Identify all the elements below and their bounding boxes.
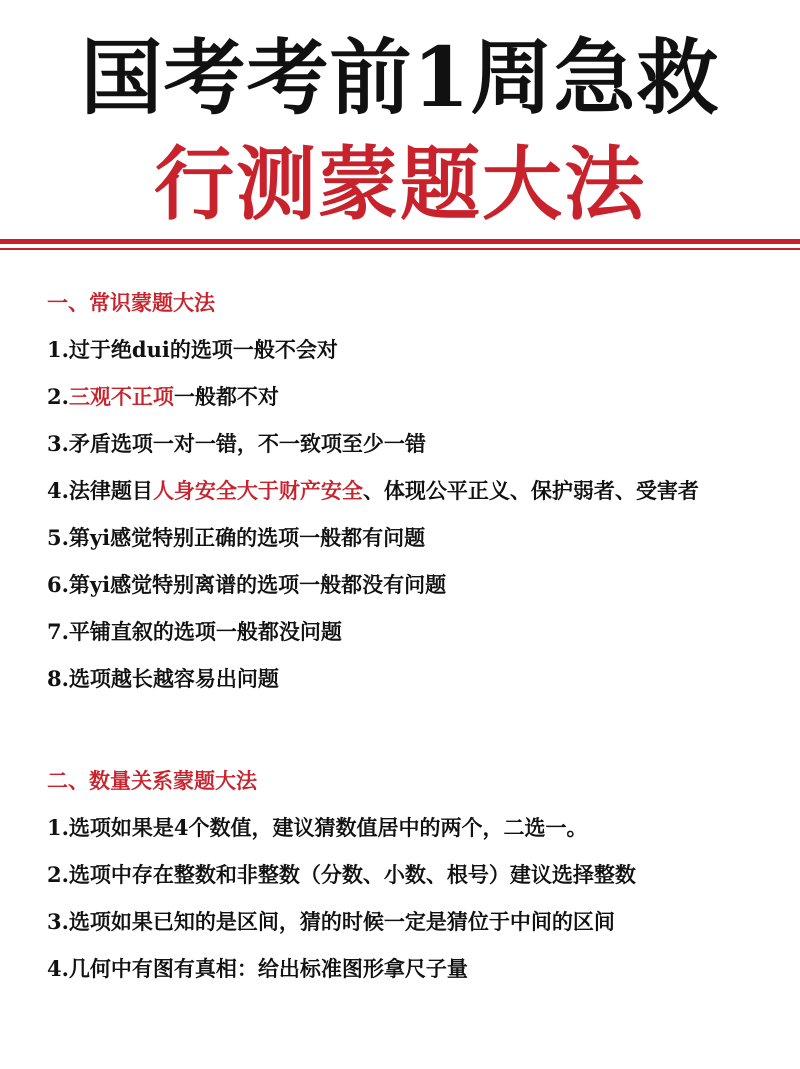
divider-thin xyxy=(0,248,800,250)
list-item-2-highlight: 三观不正项 xyxy=(68,384,174,409)
list-item-4-prefix: 4.法律题目 xyxy=(47,478,153,503)
section-spacer xyxy=(47,702,777,758)
subtitle: 行测蒙题大法 xyxy=(154,137,646,231)
list-item-2-number: 2. xyxy=(47,384,69,409)
list-item-q3: 3.选项如果已知的是区间，猜的时候一定是猜位于中间的区间 xyxy=(47,909,615,934)
divider-thick xyxy=(0,239,800,244)
list-item-2-rest: 一般都不对 xyxy=(173,384,279,409)
list-item-2 xyxy=(47,373,777,420)
list-item-4-rest: 、体现公平正义、保护弱者、受害者 xyxy=(362,478,699,503)
main-title: 国考考前1周急救 xyxy=(80,30,720,126)
list-item-5: 5.第yi感觉特别正确的选项一般都有问题 xyxy=(47,525,426,550)
list-item-8: 8.选项越长越容易出问题 xyxy=(47,666,279,691)
list-item-q1: 1.选项如果是4个数值，建议猜数值居中的两个，二选一。 xyxy=(47,815,588,840)
list-item-7: 7.平铺直叙的选项一般都没问题 xyxy=(47,619,342,644)
list-item-3: 3.矛盾选项一对一错，不一致项至少一错 xyxy=(47,431,426,456)
article-body xyxy=(47,280,777,992)
list-item-1: 1.过于绝dui的选项一般不会对 xyxy=(47,337,338,362)
list-item-4 xyxy=(47,467,777,514)
section-heading-common-sense: 一、常识蒙题大法 xyxy=(47,290,215,315)
list-item-6: 6.第yi感觉特别离谱的选项一般都没有问题 xyxy=(47,572,447,597)
list-item-q4: 4.几何中有图有真相：给出标准图形拿尺子量 xyxy=(47,956,468,981)
section-heading-quantitative: 二、数量关系蒙题大法 xyxy=(47,768,257,793)
list-item-4-highlight: 人身安全大于财产安全 xyxy=(152,478,363,503)
list-item-q2: 2.选项中存在整数和非整数（分数、小数、根号）建议选择整数 xyxy=(47,862,636,887)
